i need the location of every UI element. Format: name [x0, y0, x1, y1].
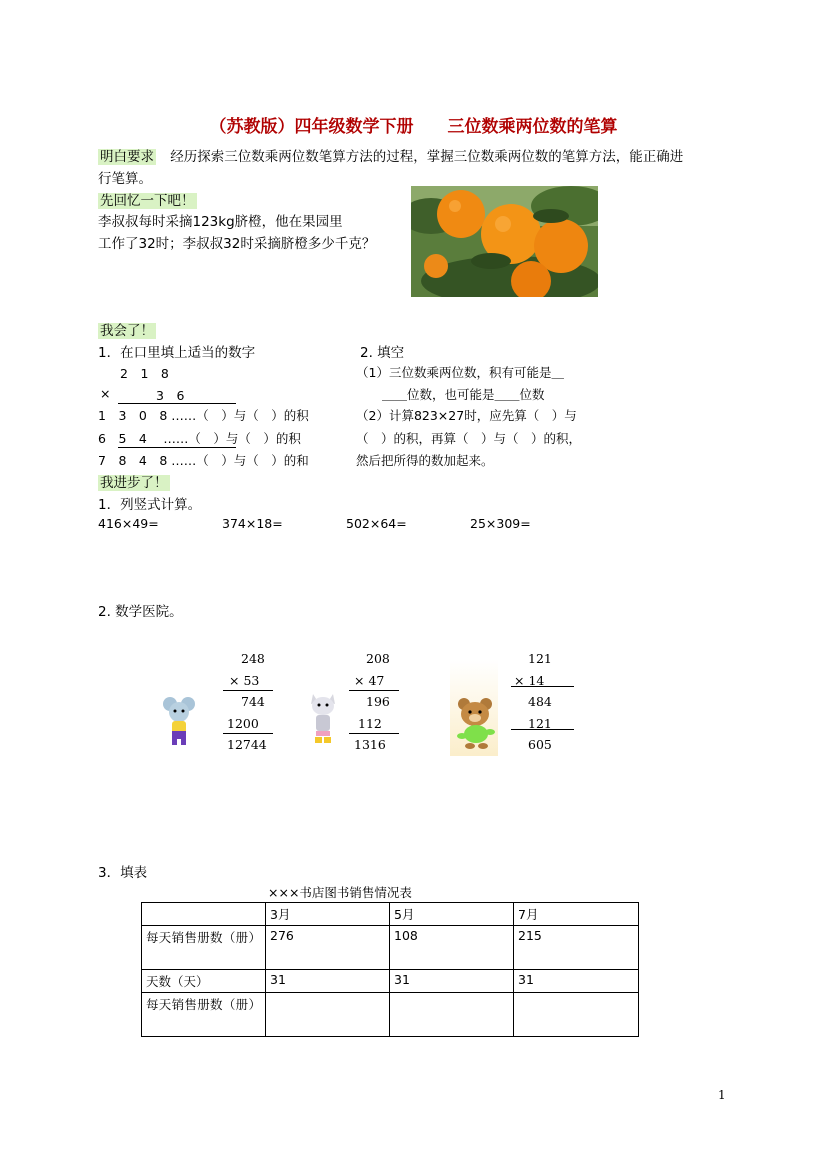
- table-cell: [514, 993, 639, 1037]
- page-number: 1: [718, 1088, 726, 1102]
- table-header-cell: 5月: [390, 903, 514, 926]
- h1-line-5: 12744: [227, 737, 267, 752]
- table-header-cell: [142, 903, 266, 926]
- q2-line-2: ＿＿位数，也可能是＿＿位数: [382, 387, 545, 402]
- h2-rule-2: [349, 733, 399, 734]
- h2-line-3: 196: [366, 694, 390, 709]
- review-label-wrap: [98, 189, 197, 209]
- table-title: ×××书店图书销售情况表: [268, 885, 412, 900]
- h3-line-2: × 14: [514, 673, 545, 688]
- p1-item-3: 502×64=: [346, 516, 407, 531]
- q2-title: 2. 填空: [360, 345, 405, 361]
- orange-photo-svg: [411, 186, 598, 297]
- table-row: [142, 993, 639, 1037]
- q1-multiplicand: 2 1 8: [120, 366, 169, 381]
- h1-rule-1: [223, 690, 273, 691]
- q1-rule-2: [118, 447, 236, 448]
- q2-line-5: 然后把所得的数加起来。: [356, 453, 494, 468]
- page-title: （苏教版）四年级数学下册 三位数乘两位数的笔算: [209, 117, 618, 137]
- q2-line-3: （2）计算823×27时，应先算（ ）与: [356, 408, 577, 423]
- h3-line-5: 605: [528, 737, 552, 752]
- p1-item-1: 416×49=: [98, 516, 159, 531]
- table-header-cell: 3月: [266, 903, 390, 926]
- table-header-row: [142, 903, 639, 926]
- learned-label-wrap: [98, 319, 156, 339]
- requirement-label: 明白要求: [100, 149, 154, 165]
- h3-line-1: 121: [528, 651, 552, 666]
- requirement-text: 经历探索三位数乘两位数笔算方法的过程，掌握三位数乘两位数的笔算方法，能正确进: [170, 149, 684, 165]
- p1-title: 1．列竖式计算。: [98, 497, 202, 513]
- q1-multiplier: 3 6: [156, 388, 185, 403]
- table-header-cell: 7月: [514, 903, 639, 926]
- h1-line-2: × 53: [229, 673, 260, 688]
- h3-line-4: 121: [528, 716, 552, 731]
- h3-rule-1: [511, 686, 574, 687]
- q1-partial-2: 6 5 4 ……（ ）与（ ）的积: [98, 431, 301, 446]
- p3-title: 3．填表: [98, 865, 148, 881]
- progress-label-wrap: [98, 471, 170, 491]
- sales-table: [141, 902, 639, 1037]
- requirement-line-1: [98, 145, 683, 165]
- table-cell: 31: [266, 970, 390, 993]
- table-cell: 108: [390, 926, 514, 970]
- q1-rule-1: [118, 403, 236, 404]
- table-cell: 276: [266, 926, 390, 970]
- table-cell: 31: [514, 970, 639, 993]
- h2-line-5: 1316: [354, 737, 386, 752]
- orange-photo: [411, 186, 598, 297]
- review-line-2: 工作了32时；李叔叔32时采摘脐橙多少千克？: [98, 236, 376, 252]
- h1-line-1: 248: [241, 651, 265, 666]
- table-cell: [266, 993, 390, 1037]
- q2-line-4: （ ）的积，再算（ ）与（ ）的积，: [356, 431, 582, 446]
- q1-partial-1: 1 3 0 8 ……（ ）与（ ）的积: [98, 408, 309, 423]
- requirement-line-2: 行笔算。: [98, 171, 152, 187]
- mouse-cartoon-svg: [162, 694, 196, 748]
- h3-rule-2: [511, 729, 574, 730]
- table-cell: 215: [514, 926, 639, 970]
- table-row: [142, 970, 639, 993]
- p2-title: 2. 数学医院。: [98, 604, 183, 620]
- q1-times-sign: ×: [100, 386, 111, 401]
- mouse-cartoon: [162, 694, 196, 748]
- learned-label: 我会了！: [100, 323, 154, 339]
- review-line-1: 李叔叔每时采摘123kg脐橙，他在果园里: [98, 214, 343, 230]
- q2-line-1: （1）三位数乘两位数，积有可能是＿: [356, 365, 564, 380]
- table-cell: 天数（天）: [142, 970, 266, 993]
- table-cell: 每天销售册数（册）: [142, 993, 266, 1037]
- progress-label: 我进步了！: [100, 475, 168, 491]
- h1-line-3: 744: [241, 694, 265, 709]
- cat-cartoon: [309, 690, 337, 746]
- h2-line-4: 112: [358, 716, 382, 731]
- table-cell: 31: [390, 970, 514, 993]
- p1-item-4: 25×309=: [470, 516, 531, 531]
- h2-rule-1: [349, 690, 399, 691]
- cat-cartoon-svg: [309, 690, 337, 746]
- q1-sum: 7 8 4 8 ……（ ）与（ ）的和: [98, 453, 309, 468]
- p1-item-2: 374×18=: [222, 516, 283, 531]
- bear-cartoon: [450, 660, 498, 756]
- h3-line-3: 484: [528, 694, 552, 709]
- table-cell: 每天销售册数（册）: [142, 926, 266, 970]
- table-cell: [390, 993, 514, 1037]
- h1-line-4: 1200: [227, 716, 259, 731]
- table-row: [142, 926, 639, 970]
- review-label: 先回忆一下吧！: [100, 193, 195, 209]
- q1-title: 1．在口里填上适当的数字: [98, 345, 256, 361]
- h2-line-1: 208: [366, 651, 390, 666]
- h1-rule-2: [223, 733, 273, 734]
- bear-cartoon-svg: [450, 660, 498, 756]
- h2-line-2: × 47: [354, 673, 385, 688]
